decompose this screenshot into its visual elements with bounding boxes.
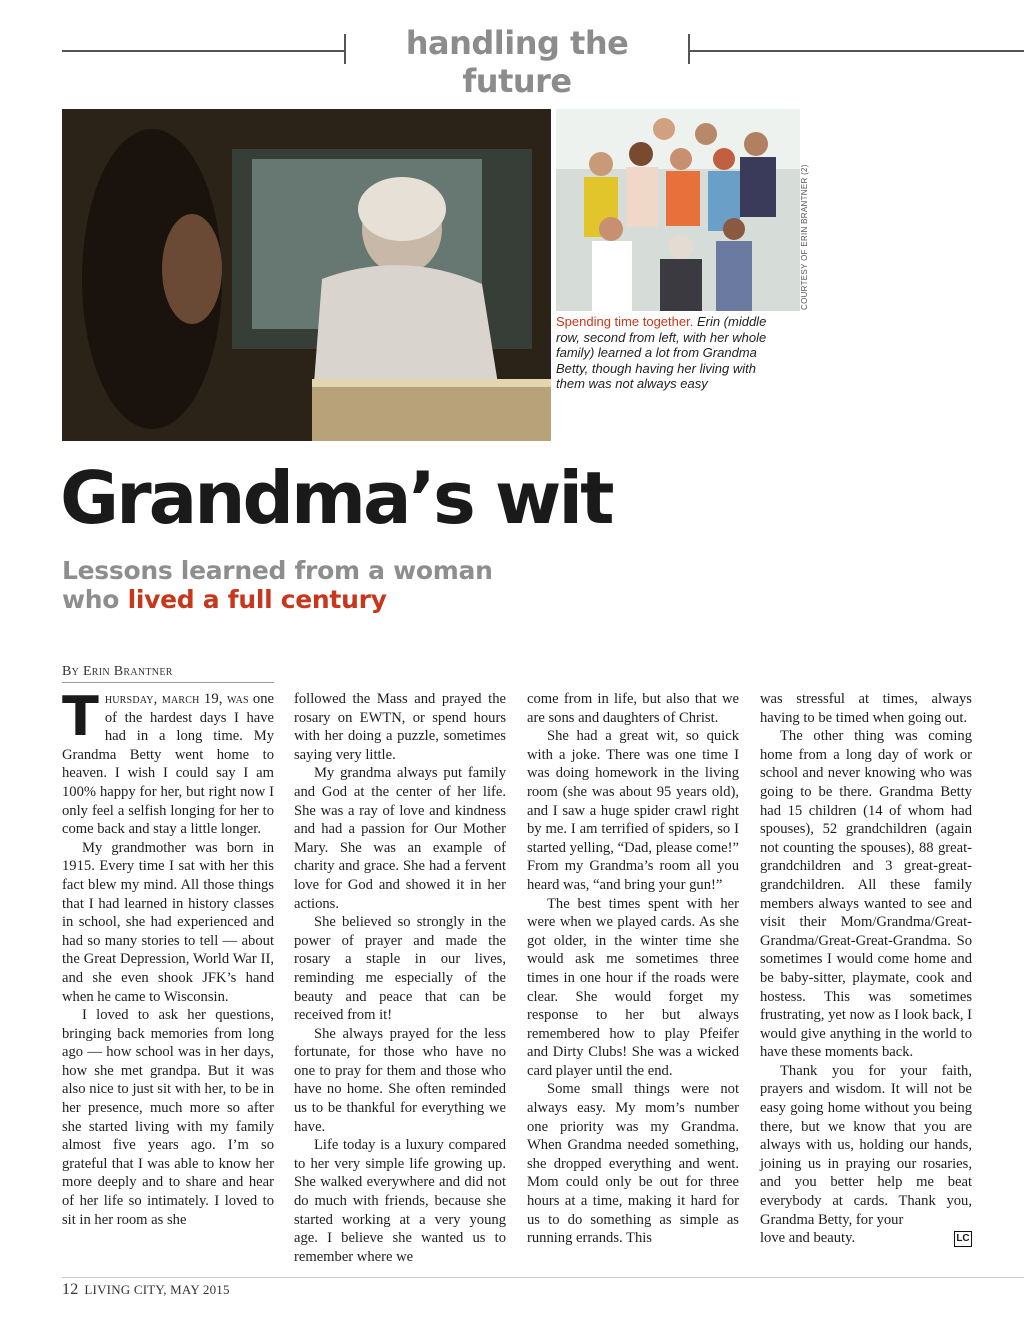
body-column-4 <box>760 690 972 1248</box>
body-paragraph: My grandmother was born in 1915. Every time I sat with her this fact blew my mind. All those things that I had learned in history classes in school, she had experienced and had so many stories to tell — about the Great Depression, World War II, and she even shook JFK’s hand when he came to Wisconsin. <box>62 839 274 1005</box>
main-photo <box>62 109 551 441</box>
closing-line <box>760 1229 972 1248</box>
paragraph-text: one of the hardest days I have had in a long time. My Grandma Betty went home to heaven. I wish I could say I am 100% happy for her, but right now I only feel a selfish longing for her to come back and stay a little longer. <box>62 691 274 838</box>
article-headline: Grandma’s wit <box>60 456 612 540</box>
header-tick-left <box>344 34 346 64</box>
body-paragraph: Life today is a luxury compared to her very simple life growing up. She walked everywhere and did not do much with friends, because she started working at a very young age. I believe she wanted us to remember where we <box>294 1137 506 1265</box>
photo-caption <box>556 314 788 392</box>
closing-text: love and beauty. <box>760 1230 856 1247</box>
family-photo-illustration <box>556 109 800 311</box>
lead-in-smallcaps: hursday, march 19, was <box>104 691 249 707</box>
deck-line-2-accent: lived a full century <box>127 585 387 614</box>
body-paragraph: Thank you for your faith, prayers and wisdom. It will not be easy going home without you being there, but we know that you are always with us, holding our hands, joining us in praying our rosaries, and you better help me beat everybody at cards. Thank you, Grandma Betty, for your <box>760 1062 972 1228</box>
caption-text: Erin (middle row, second from left, with her whole family) learned a lot from Grandma Betty, though having her living with them was not always easy <box>556 314 767 391</box>
body-paragraph: I loved to ask her questions, bringing back memories from long ago — how school was in her days, how she met grandpa. But it was also nice to just sit with her, to be in her presence, much more so after she started living with my family almost five years ago. I’m so grateful that I was able to know her more deeply and to share and hear of her life so intimately. I loved to sit in her room as she <box>62 1007 274 1228</box>
header-rule-left <box>62 50 344 52</box>
body-paragraph: My grandma always put family and God at the center of her life. She was a ray of love and kindness and had a passion for Our Mother Mary. She was an example of charity and grace. She had a fervent love for God and showed it in her actions. <box>294 765 506 912</box>
drop-cap: T <box>62 685 99 748</box>
deck-line-1: Lessons learned from a woman <box>62 556 493 585</box>
body-paragraph: followed the Mass and prayed the rosary on EWTN, or spend hours with her doing a puzzle, sometimes saying very little. <box>294 691 506 763</box>
photo-credit: COURTESY OF ERIN BRANTNER (2) <box>800 164 809 310</box>
deck-line-2-prefix: who <box>62 585 128 614</box>
body-paragraph: The best times spent with her were when we played cards. As she got older, in the winter time she would ask me sometimes three times in one hour if the roads were clear. She would forget my response to her but always remembered how to play Pfeifer and Dirty Clubs! She was a wicked card player until the end. <box>527 895 739 1079</box>
page-number: 12 <box>62 1281 79 1298</box>
body-paragraph: She had a great wit, so quick with a joke. There was one time I was doing homework in the living room (she was about 95 years old), and I saw a huge spider crawl right by me. I am terrified of spiders, so I started yelling, “Dad, please come!” From my Grandma’s room all you heard was, “and bring your gun!” <box>527 728 739 893</box>
family-photo <box>556 109 800 311</box>
deck-line-2 <box>62 585 582 614</box>
body-column-1 <box>62 685 274 1229</box>
body-paragraph: She always prayed for the less fortunate, for those who have no one to pray for them and those who have no home. She often reminded us to be thankful for everything we have. <box>294 1025 506 1135</box>
main-photo-illustration <box>62 109 551 441</box>
body-paragraph: was stressful at times, always having to be timed when going out. <box>760 691 972 726</box>
page-footer <box>62 1281 230 1299</box>
body-paragraph: She believed so strongly in the power of prayer and made the rosary a staple in our lives, reminding me especially of the beauty and peace that can be received from it! <box>294 914 506 1024</box>
header-rule-right <box>690 50 1024 52</box>
body-column-3 <box>527 690 739 1248</box>
end-mark-icon: LC <box>954 1231 972 1247</box>
body-paragraph: come from in life, but also that we are sons and daughters of Christ. <box>527 691 739 726</box>
body-column-2 <box>294 690 506 1266</box>
article-deck <box>62 556 582 614</box>
body-paragraph <box>62 685 274 839</box>
publication-name: LIVING CITY, MAY 2015 <box>84 1282 230 1297</box>
section-title: handling the future <box>405 24 629 100</box>
caption-lead: Spending time together. <box>556 314 694 329</box>
byline: By Erin Brantner <box>62 664 274 683</box>
header-tick-right <box>688 34 690 64</box>
body-paragraph: Some small things were not always easy. My mom’s number one priority was my Grandma. When Grandma needed something, she dropped everything and went. Mom could only be out for three hours at a time, making it hard for us to do something as simple as running errands. This <box>527 1081 739 1247</box>
body-paragraph: The other thing was coming home from a long day of work or school and never knowing who was going to be there. Grandma Betty had 15 children (14 of whom had spouses), 52 grandchildren (again not counting the spouses), 88 great-grandchildren and 3 great-great-grandchildren. All these family members always wanted to see and visit their Mom/Grandma/Great-Grandma/Great-Great-Grandma. So sometimes I would come home and be baby-sitter, playmate, cook and hostess. This was sometimes frustrating, yet now as I look back, I would give anything in the world to have these moments back. <box>760 728 972 1061</box>
footer-rule <box>62 1277 1024 1278</box>
